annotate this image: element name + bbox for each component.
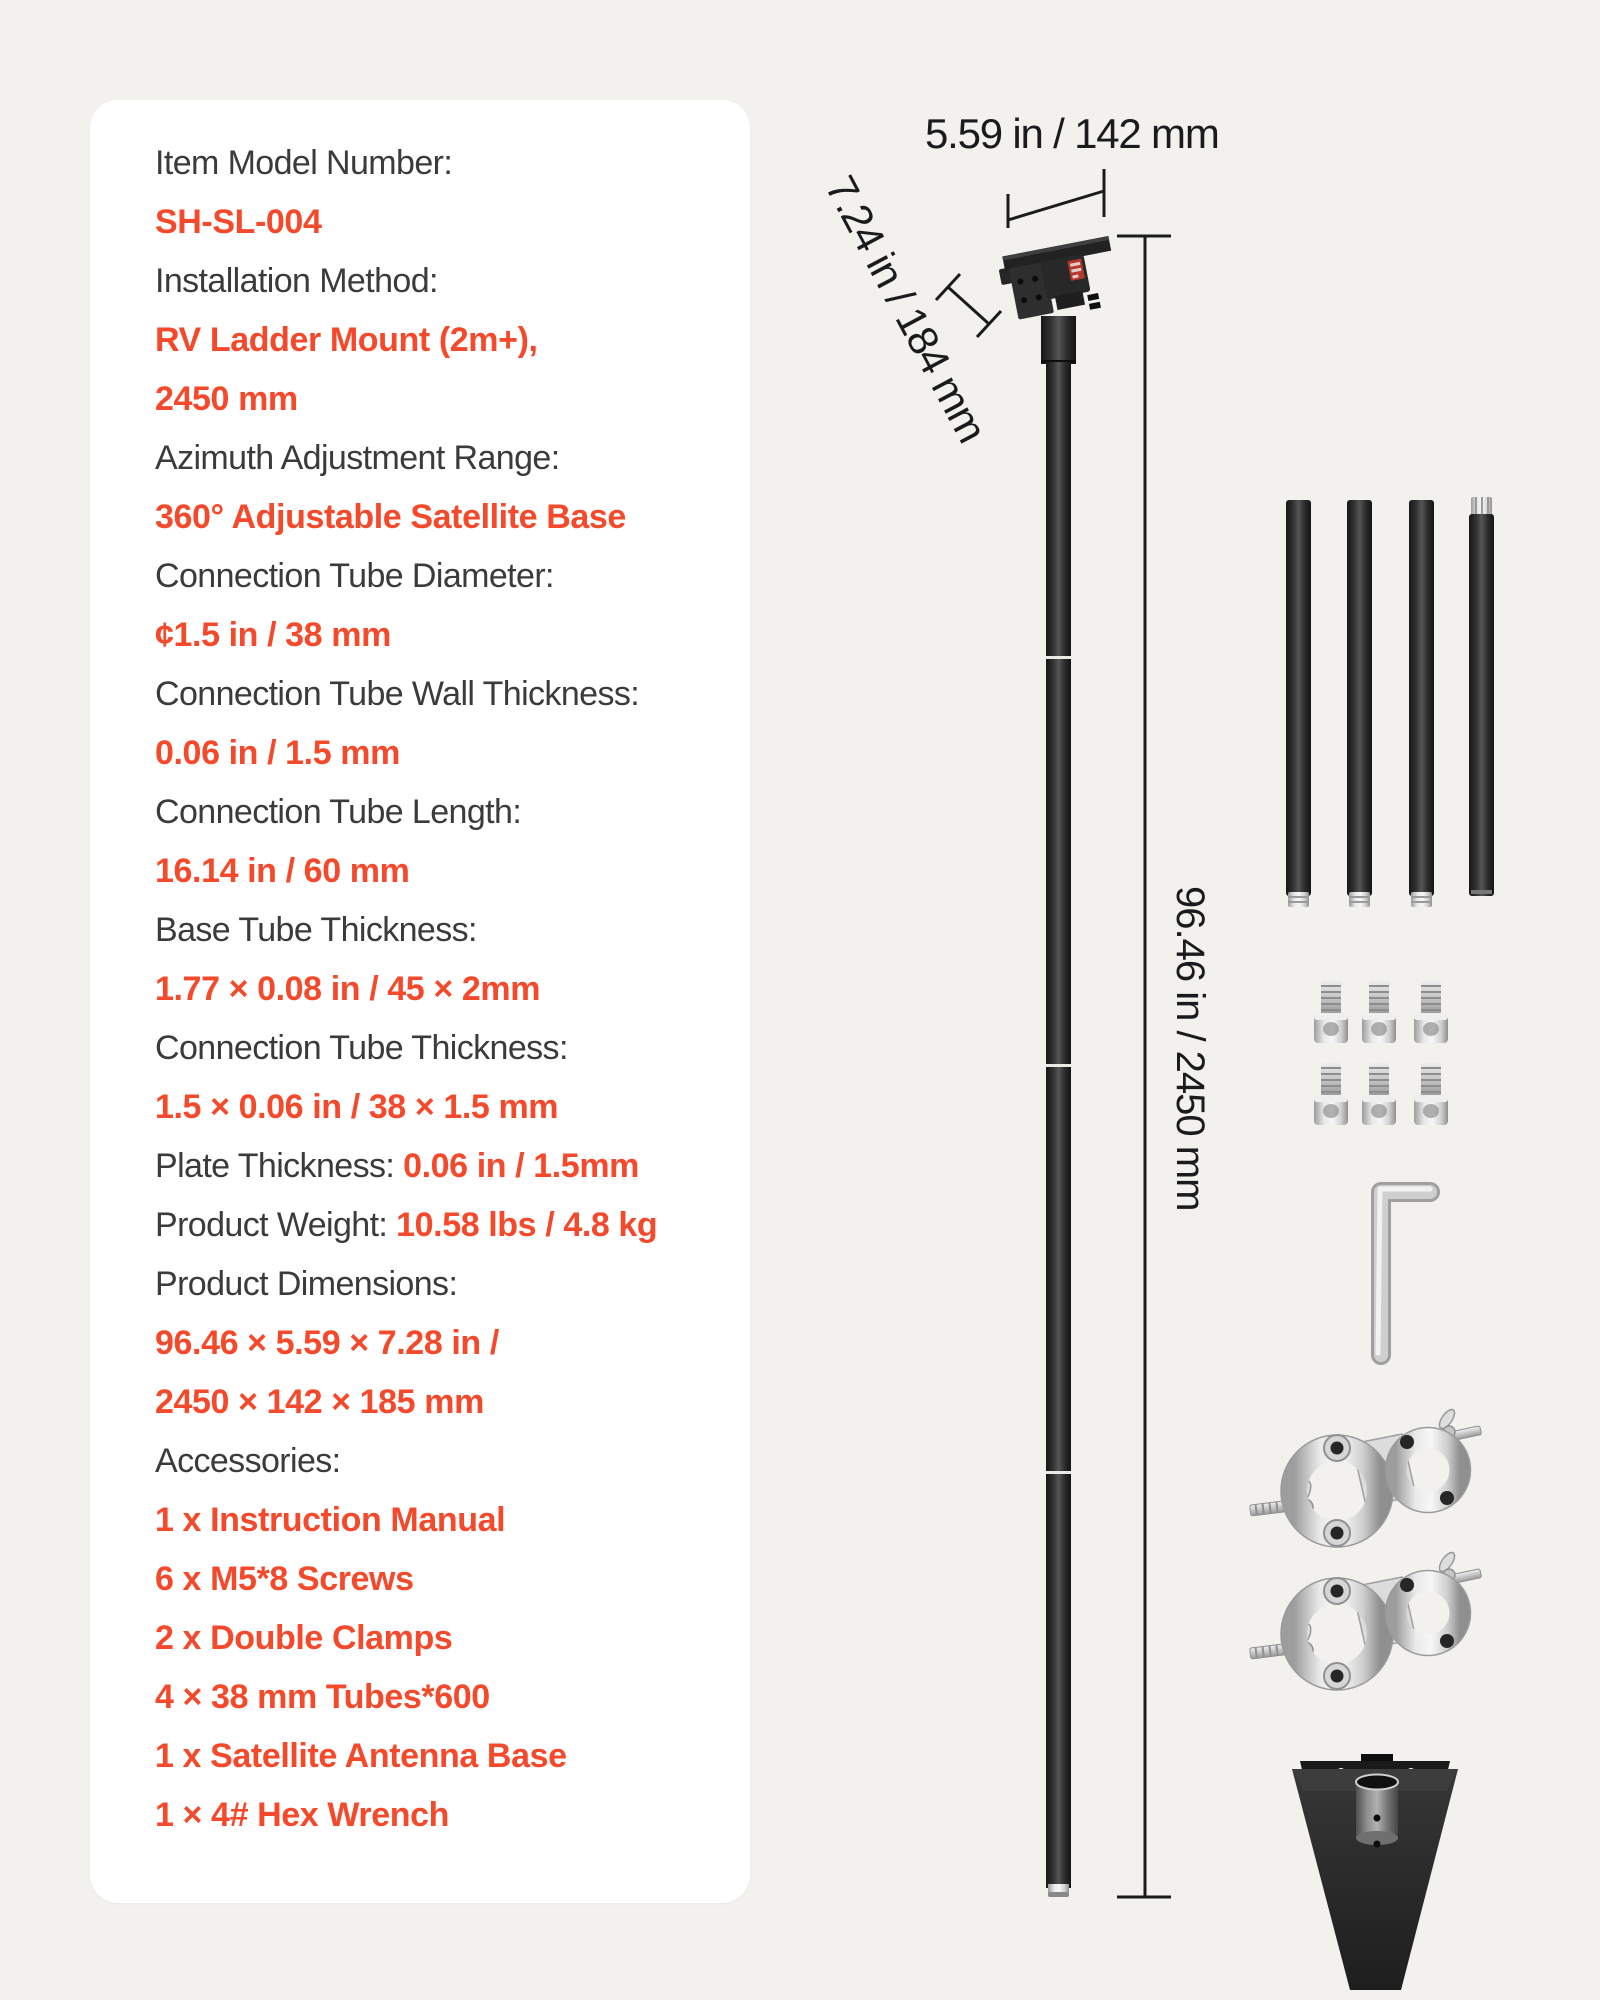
connection-tube-2: [1347, 500, 1372, 907]
screw-3: [1414, 980, 1448, 1043]
hex-wrench: [1378, 1189, 1430, 1355]
base-tube-socket: [1356, 1775, 1398, 1848]
spec-label: Item Model Number:: [155, 144, 453, 182]
height-dimension-label: 96.46 in / 2450 mm: [1168, 886, 1212, 1211]
spec-value: SH-SL-004: [155, 203, 322, 241]
spec-value: 10.58 lbs / 4.8 kg: [396, 1206, 658, 1244]
spec-label: Connection Tube Length:: [155, 793, 522, 831]
spec-label: Accessories:: [155, 1442, 341, 1480]
spec-value: 360° Adjustable Satellite Base: [155, 498, 626, 536]
pole-bottom-tip: [1048, 1884, 1069, 1893]
spec-value: 2 x Double Clamps: [155, 1619, 453, 1657]
spec-label: Plate Thickness:: [155, 1147, 404, 1185]
connection-tubes: [1286, 497, 1494, 907]
pole-body: [1046, 362, 1071, 1888]
depth-dimension-label: 7.24 in / 184 mm: [816, 168, 996, 450]
width-dimension-label: 5.59 in / 142 mm: [925, 110, 1219, 157]
spec-label: Connection Tube Diameter:: [155, 557, 554, 595]
spec-label: Azimuth Adjustment Range:: [155, 439, 560, 477]
screw-4: [1314, 1062, 1348, 1125]
double-clamp-2: [1250, 1550, 1482, 1690]
spec-value: 0.06 in / 1.5 mm: [155, 734, 400, 772]
spec-value: 6 x M5*8 Screws: [155, 1560, 414, 1598]
spec-label: Product Weight:: [155, 1206, 397, 1244]
screw-2: [1362, 980, 1396, 1043]
double-clamp-1: [1250, 1407, 1482, 1547]
spec-value: ¢1.5 in / 38 mm: [155, 616, 391, 654]
screw-6: [1414, 1062, 1448, 1125]
spec-value: 96.46 × 5.59 × 7.28 in /: [155, 1324, 499, 1362]
spec-value: 1.77 × 0.08 in / 45 × 2mm: [155, 970, 541, 1008]
spec-label: Product Dimensions:: [155, 1265, 458, 1303]
spec-label: Connection Tube Wall Thickness:: [155, 675, 640, 713]
ladder-mount-bracket: [996, 236, 1121, 325]
spec-value: RV Ladder Mount (2m+),: [155, 321, 538, 359]
spec-value: 0.06 in / 1.5mm: [403, 1147, 639, 1185]
spec-value: 1 x Instruction Manual: [155, 1501, 506, 1539]
screw-5: [1362, 1062, 1396, 1125]
spec-label: Connection Tube Thickness:: [155, 1029, 568, 1067]
spec-value: 1 × 4# Hex Wrench: [155, 1796, 450, 1834]
spec-value: 2450 × 142 × 185 mm: [155, 1383, 484, 1421]
connection-tube-1: [1286, 500, 1311, 907]
spec-value: 4 × 38 mm Tubes*600: [155, 1678, 490, 1716]
pole-with-mount: [996, 236, 1121, 1897]
spec-label: Installation Method:: [155, 262, 438, 300]
pole-collar: [1041, 316, 1076, 364]
screw-1: [1314, 980, 1348, 1043]
satellite-antenna-base: [1292, 1754, 1458, 1990]
spec-label: Base Tube Thickness:: [155, 911, 477, 949]
connection-tube-4: [1469, 497, 1494, 896]
spec-value: 1 x Satellite Antenna Base: [155, 1737, 567, 1775]
spec-value: 16.14 in / 60 mm: [155, 852, 410, 890]
spec-value: 1.5 × 0.06 in / 38 × 1.5 mm: [155, 1088, 559, 1126]
spec-value: 2450 mm: [155, 380, 298, 418]
m5-screws: [1314, 980, 1448, 1125]
connection-tube-3: [1409, 500, 1434, 907]
